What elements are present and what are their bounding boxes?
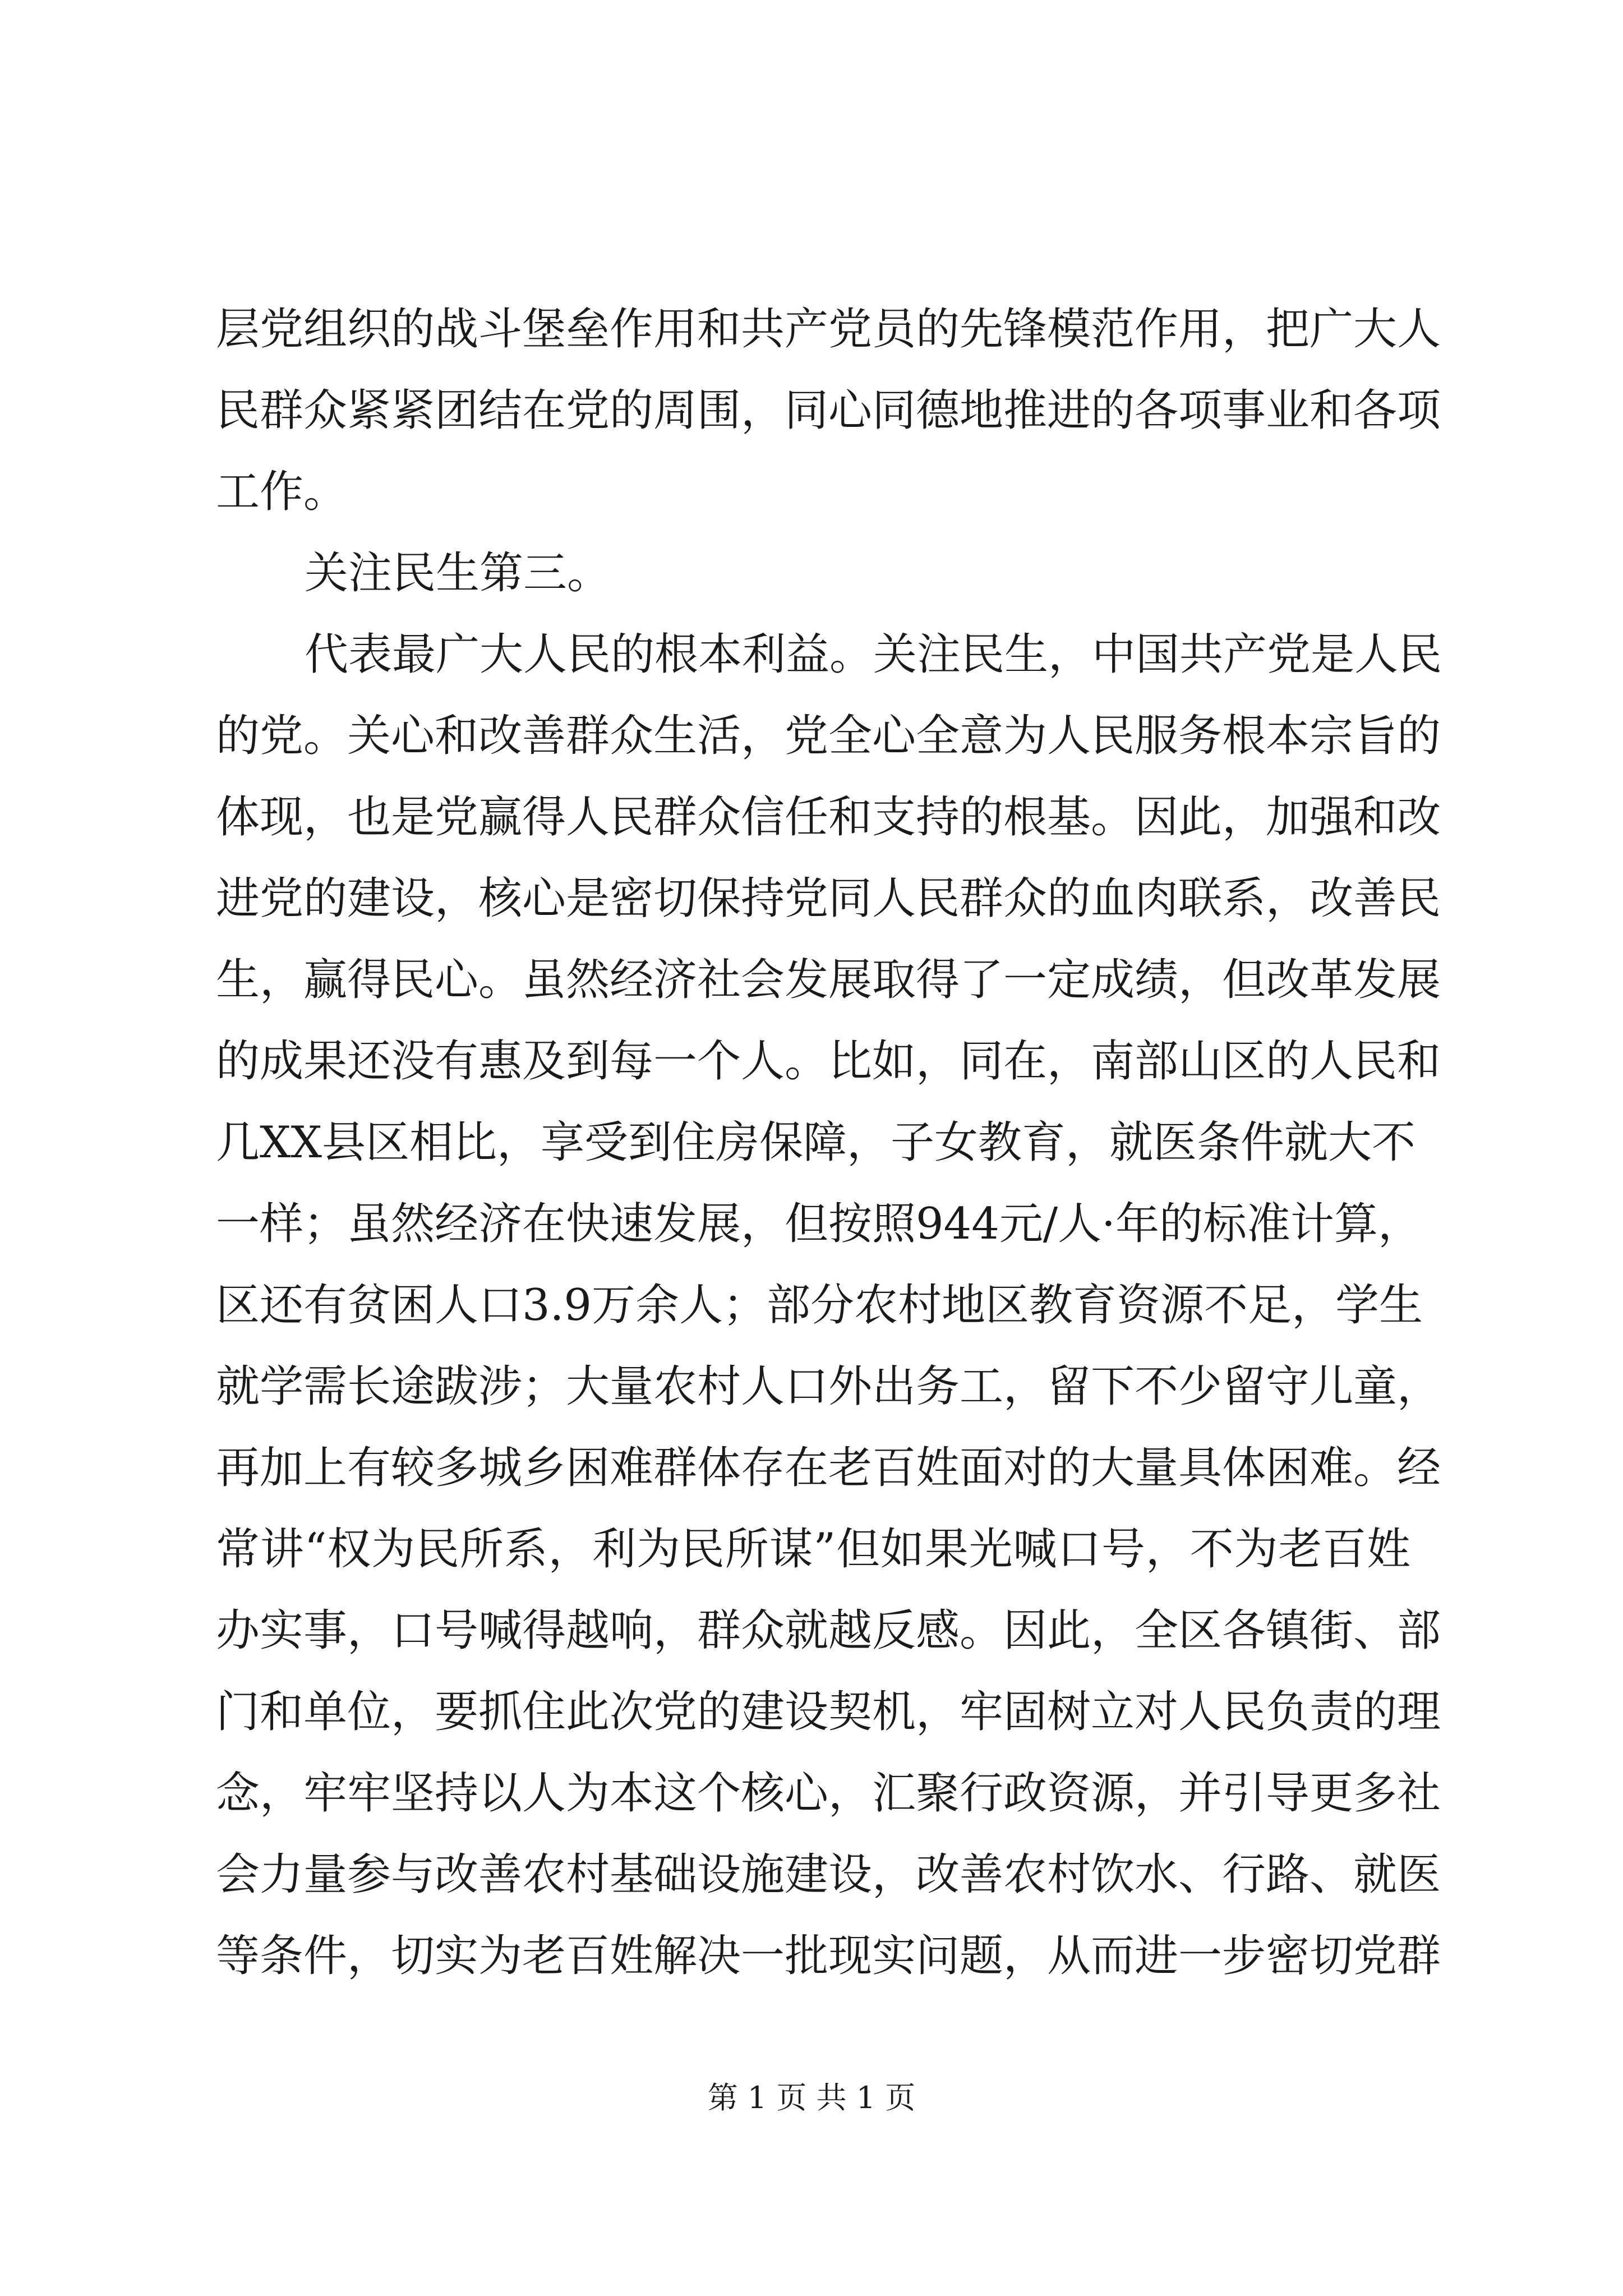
page-footer: 第 1 页 共 1 页 [707, 2080, 916, 2115]
text-line: 民群众紧紧团结在党的周围，同心同德地推进的各项事业和各项 [216, 385, 1441, 436]
text-line: 常讲“权为民所系，利为民所谋”但如果光喊口号，不为老百姓 [216, 1524, 1410, 1575]
text-line: 门和单位，要抓住此次党的建设契机，牢固树立对人民负责的理 [216, 1687, 1441, 1737]
text-line: 等条件，切实为老百姓解决一批现实问题，从而进一步密切党群 [216, 1931, 1441, 1981]
text-line: 会力量参与改善农村基础设施建设，改善农村饮水、行路、就医 [216, 1849, 1441, 1900]
text-line: 的成果还没有惠及到每一个人。比如，同在，南部山区的人民和 [216, 1036, 1441, 1087]
text-line: 层党组织的战斗堡垒作用和共产党员的先锋模范作用，把广大人 [216, 304, 1441, 355]
text-line: 办实事，口号喊得越响，群众就越反感。因此，全区各镇街、部 [216, 1605, 1441, 1656]
text-line: 就学需长途跋涉；大量农村人口外出务工，留下不少留守儿童， [216, 1361, 1441, 1412]
text-line: 生，赢得民心。虽然经济社会发展取得了一定成绩，但改革发展 [216, 955, 1441, 1005]
text-line: 念，牢牢坚持以人为本这个核心，汇聚行政资源，并引导更多社 [216, 1768, 1441, 1819]
text-line: 再加上有较多城乡困难群体存在老百姓面对的大量具体困难。经 [216, 1443, 1441, 1493]
text-line: 的党。关心和改善群众生活，党全心全意为人民服务根本宗旨的 [216, 711, 1441, 761]
body-text [216, 289, 1442, 1997]
text-line: 几XX县区相比，享受到住房保障，子女教育，就医条件就大不 [216, 1117, 1416, 1168]
text-line: 进党的建设，核心是密切保持党同人民群众的血肉联系，改善民 [216, 873, 1441, 924]
section-heading: 关注民生第三。 [305, 548, 611, 599]
text-line: 体现，也是党赢得人民群众信任和支持的根基。因此，加强和改 [216, 792, 1441, 843]
text-line: 区还有贫困人口3.9万余人；部分农村地区教育资源不足，学生 [216, 1280, 1423, 1331]
paragraph-first-line: 代表最广大人民的根本利益。关注民生，中国共产党是人民 [305, 629, 1442, 680]
text-line: 工作。 [216, 467, 348, 517]
text-line: 一样；虽然经济在快速发展，但按照944元/人·年的标准计算， [216, 1199, 1422, 1249]
